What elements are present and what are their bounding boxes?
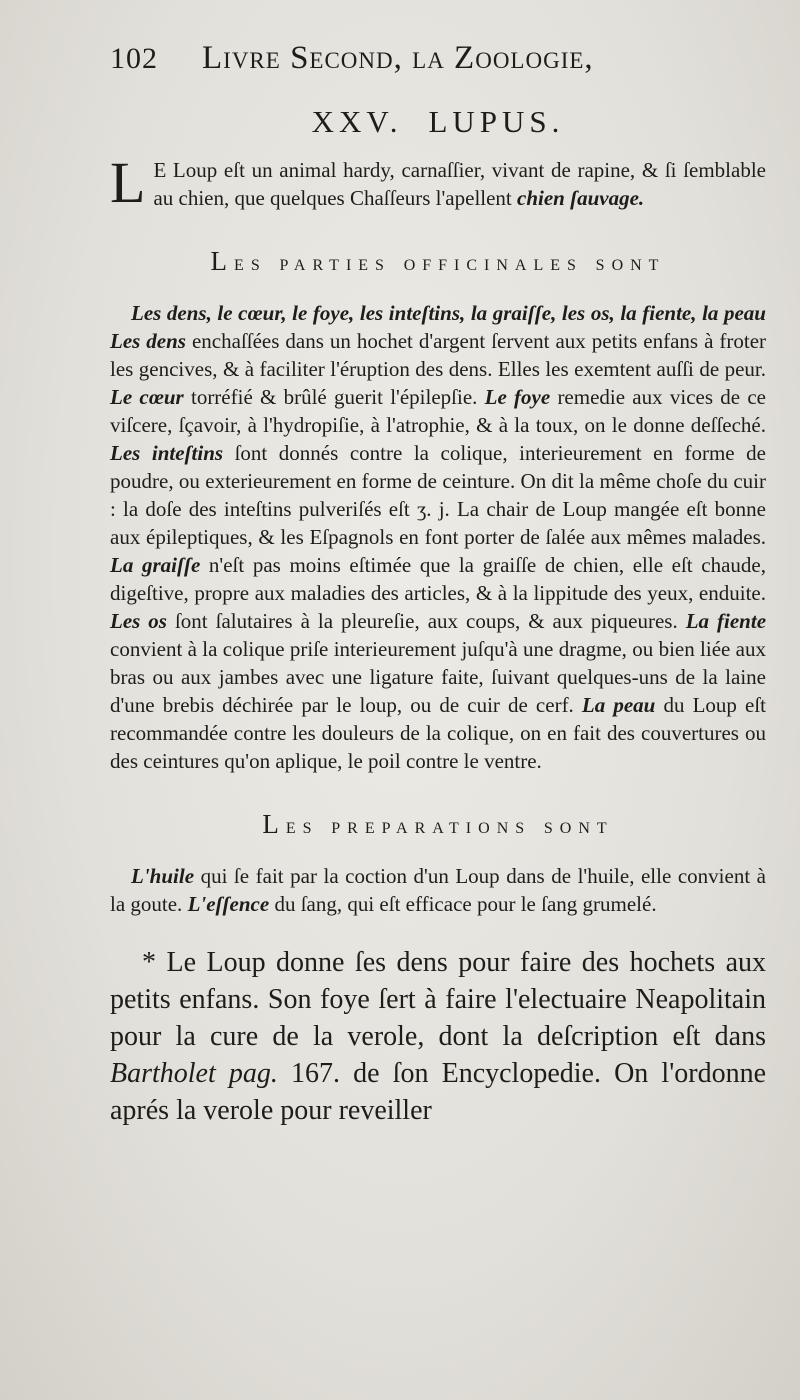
- note-text-a: Le Loup donne ſes dens pour faire des hochets aux petits enfans. Son foye ſert à faire l'electuaire Neapolitain pour la cure de la verole, dont la deſcription eſt dans: [110, 947, 766, 1052]
- footnote-paragraph: [110, 944, 766, 1129]
- term-foye: Le foye: [484, 385, 551, 409]
- note-text-b: 167. de ſon Encyclopedie. On l'ordonne aprés la verole pour reveiller: [110, 1058, 766, 1126]
- term-essence: L'eſſence: [187, 892, 270, 916]
- text-intestins: ſont donnés contre la colique, interieurement en forme de poudre, ou exterieurement en forme de ceinture. On dit la même choſe du cuir : la doſe des inteſtins pulveriſés eſt ʒ. j. La chair de Loup mangée eſt bonne aux épileptiques, & les Eſpagnols en font porter de ſalée aux mêmes malades.: [110, 441, 766, 549]
- text-huile: qui ſe fait par la coction d'un Loup dans de l'huile, elle convient à la goute.: [110, 864, 767, 916]
- note-reference: Bartholet pag.: [110, 1058, 278, 1089]
- text-coeur: torréfié & brûlé guerit l'épilepſie.: [190, 385, 478, 409]
- note-asterisk: *: [142, 947, 156, 978]
- intro-paragraph: [110, 150, 766, 215]
- term-huile: L'huile: [131, 864, 195, 888]
- text-fiente: convient à la colique priſe interieurement juſqu'à une dragme, ou bien liée aux bras ou aux jambes avec une ligature faite, ſuivant quelques-uns de la laine d'une brebis déchirée par le loup, ou de cuir de cerf.: [110, 637, 766, 717]
- term-graisse: La graiſſe: [110, 553, 201, 577]
- section-heading-preparations: [110, 809, 766, 840]
- section-parts-rest: es parties officinales sont: [234, 250, 666, 275]
- page-number: 102: [110, 42, 158, 75]
- text-os: ſont ſalutaires à la pleureſie, aux coups, & aux piqueures.: [174, 609, 678, 633]
- section-preparations-rest: es preparations sont: [285, 813, 614, 838]
- section-parts-initial: L: [210, 246, 235, 276]
- text-essence: du ſang, qui eſt efficace pour le ſang grumelé.: [274, 892, 657, 916]
- chapter-number: XXV.: [311, 104, 403, 139]
- term-fiente: La fiente: [685, 609, 767, 633]
- term-peau: La peau: [581, 693, 656, 717]
- chapter-name: LUPUS.: [428, 104, 565, 139]
- term-intestins: Les inteſtins: [110, 441, 224, 465]
- preparations-paragraph: [110, 862, 766, 918]
- section-heading-parts: [110, 246, 766, 277]
- parts-paragraph: [110, 299, 766, 775]
- chapter-title: [110, 104, 766, 140]
- parts-list: Les dens, le cœur, le foye, les inteſtins, la graiſſe, les os, la fiente, la peau: [131, 301, 766, 325]
- page-header: [110, 40, 766, 98]
- intro-italic-term: chien ſauvage.: [517, 186, 645, 210]
- section-preparations-initial: L: [262, 809, 286, 839]
- drop-cap: L: [110, 150, 146, 215]
- term-os: Les os: [110, 609, 167, 633]
- running-title: Livre Second, la Zoologie,: [202, 40, 594, 76]
- text-dens: enchaſſées dans un hochet d'argent ſervent aux petits enfans à froter les gencives, & à faciliter l'éruption des dens. Elles les exemtent auſſi de peur.: [110, 329, 767, 381]
- term-dens: Les dens: [110, 329, 186, 353]
- intro-text: E Loup eſt un animal hardy, carnaſſier, vivant de rapine, & ſi ſemblable au chien, que quelques Chaſſeurs l'apellent: [153, 158, 766, 210]
- text-foye: remedie aux vices de ce viſcere, ſçavoir, à l'hydropiſie, à l'atrophie, & à la toux, on le donne deſſeché.: [110, 385, 766, 437]
- term-coeur: Le cœur: [110, 385, 184, 409]
- text-peau: du Loup eſt recommandée contre les douleurs de la colique, on en fait des couvertures ou des ceintures qu'on aplique, le poil contre le ventre.: [110, 693, 766, 773]
- text-graisse: n'eſt pas moins eſtimée que la graiſſe de chien, elle eſt chaude, digeſtive, propre aux maladies des articles, & à la lippitude des yeux, enduite.: [110, 553, 766, 605]
